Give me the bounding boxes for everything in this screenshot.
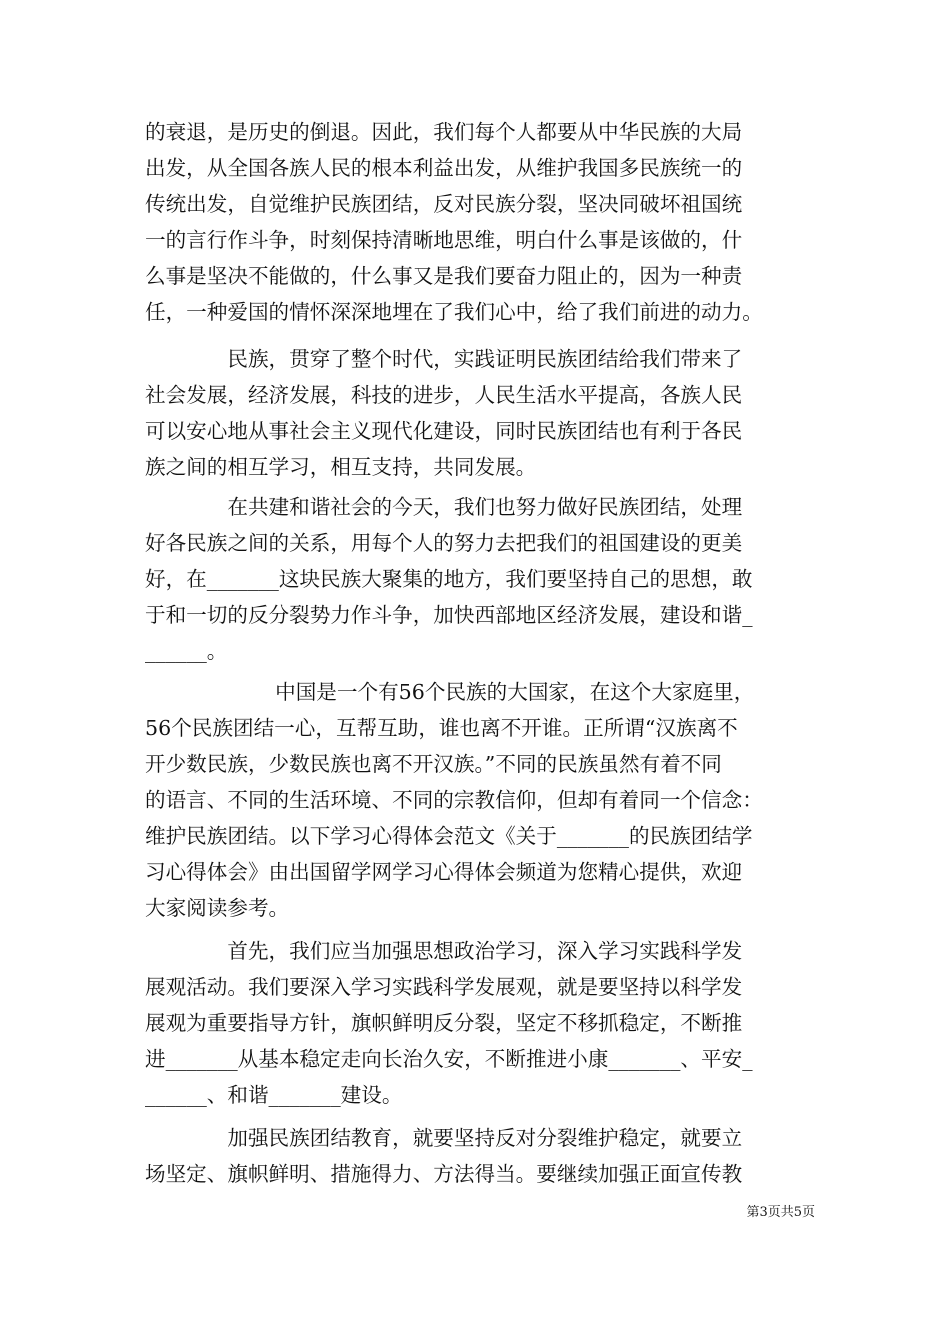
text-line: 场坚定、旗帜鲜明、措施得力、方法得当。要继续加强正面宣传教 bbox=[145, 1162, 743, 1186]
text-line: 好各民族之间的关系，用每个人的努力去把我们的祖国建设的更美 bbox=[145, 531, 743, 555]
text-line: 中国是一个有56个民族的大国家，在这个大家庭里， bbox=[145, 680, 755, 704]
text-line: 大家阅读参考。 bbox=[145, 896, 290, 920]
text-line: 习心得体会》由出国留学网学习心得体会频道为您精心提供，欢迎 bbox=[145, 860, 743, 884]
text-line: 进_______从基本稳定走向长治久安，不断推进小康_______、平安_ bbox=[145, 1047, 753, 1071]
text-line: 加强民族团结教育，就要坚持反对分裂维护稳定，就要立 bbox=[145, 1126, 743, 1150]
text-line: 可以安心地从事社会主义现代化建设，同时民族团结也有利于各民 bbox=[145, 419, 743, 443]
text-line: 的语言、不同的生活环境、不同的宗教信仰，但却有着同一个信念： bbox=[145, 788, 763, 812]
text-line: 于和一切的反分裂势力作斗争，加快西部地区经济发展，建设和谐_ bbox=[145, 603, 753, 627]
text-line: 出发，从全国各族人民的根本利益出发，从维护我国多民族统一的 bbox=[145, 156, 743, 180]
text-line: 展观活动。我们要深入学习实践科学发展观，就是要坚持以科学发 bbox=[145, 975, 743, 999]
page-footer: 第3页共5页 bbox=[746, 1205, 815, 1220]
text-line: 的衰退，是历史的倒退。因此，我们每个人都要从中华民族的大局 bbox=[145, 120, 743, 144]
text-line: 在共建和谐社会的今天，我们也努力做好民族团结，处理 bbox=[145, 495, 743, 519]
text-line: 么事是坚决不能做的，什么事又是我们要奋力阻止的，因为一种责 bbox=[145, 264, 743, 288]
text-line: 社会发展，经济发展，科技的进步，人民生活水平提高，各族人民 bbox=[145, 383, 743, 407]
text-line: 首先，我们应当加强思想政治学习，深入学习实践科学发 bbox=[145, 939, 743, 963]
text-line: 传统出发，自觉维护民族团结，反对民族分裂，坚决同破坏祖国统 bbox=[145, 192, 743, 216]
text-line: 56个民族团结一心，互帮互助，谁也离不开谁。正所谓“汉族离不 bbox=[145, 716, 738, 740]
text-line: 维护民族团结。以下学习心得体会范文《关于_______的民族团结学 bbox=[145, 824, 753, 848]
text-line: ______。 bbox=[145, 639, 228, 663]
text-line: 族之间的相互学习，相互支持，共同发展。 bbox=[145, 455, 537, 479]
text-line: 任，一种爱国的情怀深深地埋在了我们心中，给了我们前进的动力。 bbox=[145, 300, 763, 324]
text-line: 一的言行作斗争，时刻保持清晰地思维，明白什么事是该做的，什 bbox=[145, 228, 743, 252]
text-line: 开少数民族，少数民族也离不开汉族。”不同的民族虽然有着不同 bbox=[145, 752, 722, 776]
text-line: 好，在_______这块民族大聚集的地方，我们要坚持自己的思想，敢 bbox=[145, 567, 753, 591]
text-line: 民族，贯穿了整个时代，实践证明民族团结给我们带来了 bbox=[145, 347, 743, 371]
text-line: ______、和谐_______建设。 bbox=[145, 1083, 403, 1107]
text-line: 展观为重要指导方针，旗帜鲜明反分裂，坚定不移抓稳定，不断推 bbox=[145, 1011, 743, 1035]
